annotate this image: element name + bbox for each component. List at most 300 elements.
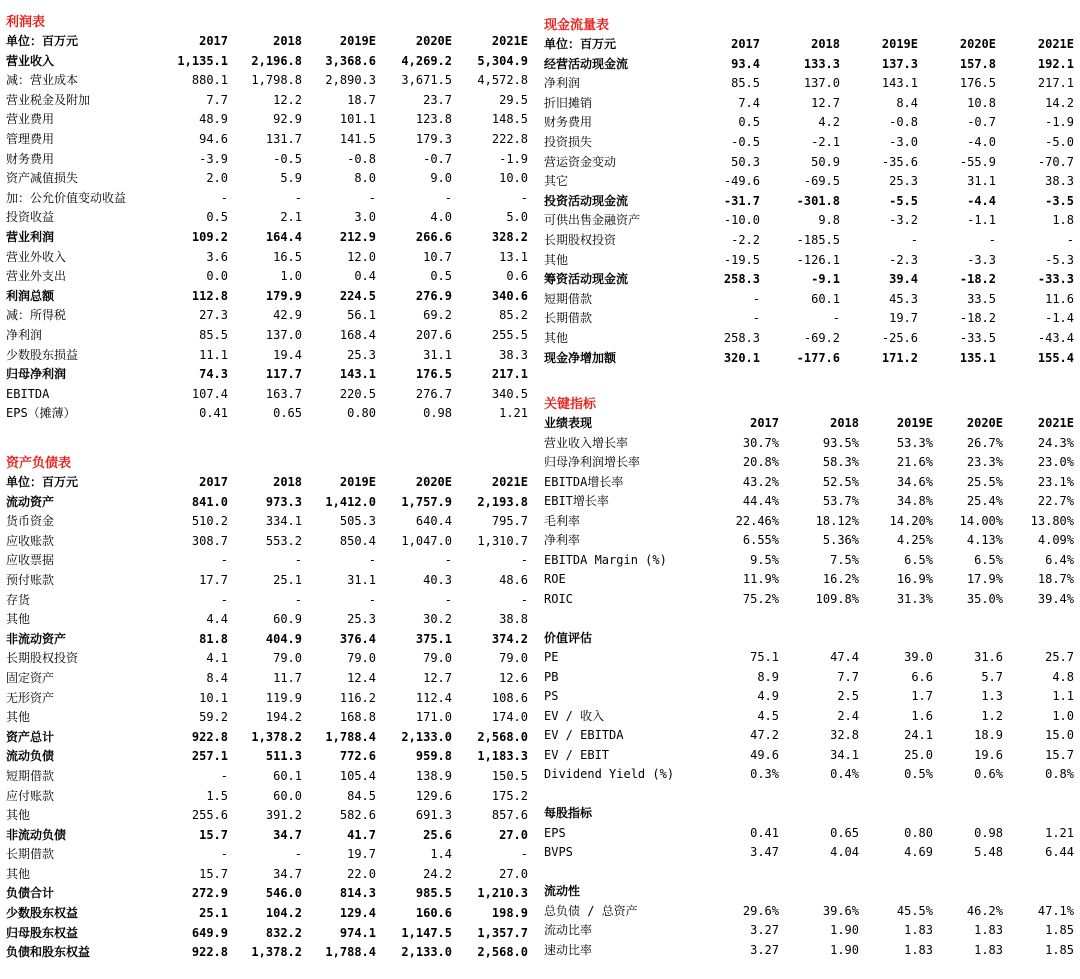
row-value: -2.2	[731, 232, 760, 247]
row-value: 640.4	[415, 514, 452, 529]
year-header: 2020E	[959, 37, 996, 51]
row-value: 112.8	[191, 288, 228, 303]
row-label: 预付账款	[6, 572, 55, 587]
row-label: EPS（摊薄）	[6, 406, 76, 421]
row-value: 12.0	[347, 249, 376, 264]
row-value: 38.3	[1045, 174, 1074, 189]
row-value: 12.7	[811, 95, 840, 110]
table-row	[6, 228, 528, 248]
row-value: 79.0	[423, 651, 452, 666]
row-value: 220.5	[339, 386, 376, 401]
row-value: 857.6	[491, 808, 528, 823]
row-value: 0.98	[974, 825, 1003, 840]
row-value: -0.7	[967, 115, 996, 130]
row-value: -	[520, 553, 528, 568]
row-label: 无形资产	[6, 690, 55, 705]
table-row	[6, 110, 528, 130]
table-row	[544, 590, 1074, 610]
row-value: 85.5	[199, 327, 228, 342]
row-value: 5,304.9	[477, 53, 528, 68]
row-value: 163.7	[265, 386, 302, 401]
row-value: 171.0	[415, 710, 452, 725]
table-row	[544, 746, 1074, 766]
row-value: 143.1	[881, 76, 918, 91]
row-value: 2,196.8	[251, 53, 302, 68]
row-value: 16.2%	[822, 572, 859, 586]
row-value: 52.5%	[822, 474, 859, 489]
row-label: 营业税金及附加	[6, 92, 91, 107]
row-value: -33.3	[1037, 272, 1074, 287]
row-value: 276.9	[415, 288, 452, 303]
row-value: 59.2	[199, 710, 228, 725]
row-value: 276.7	[415, 386, 452, 401]
row-value: 2,890.3	[325, 73, 376, 88]
row-value: -4.4	[967, 193, 996, 208]
table-row	[544, 211, 1074, 231]
row-value: 25.3	[347, 347, 376, 362]
row-value: 9.5%	[750, 552, 779, 567]
row-label: 利润总额	[6, 288, 55, 303]
row-value: 17.7	[199, 572, 228, 587]
table-row	[6, 845, 528, 865]
row-value: 1,135.1	[177, 53, 228, 68]
row-value: 5.36%	[822, 533, 859, 547]
row-value: 12.2	[273, 92, 302, 107]
row-value: -31.7	[723, 193, 760, 208]
table-row	[544, 251, 1074, 271]
row-value: 85.5	[731, 76, 760, 91]
row-value: 1.21	[499, 406, 528, 421]
row-value: -1.1	[967, 213, 996, 228]
table-row	[6, 91, 528, 111]
row-value: -33.5	[959, 330, 996, 345]
row-value: 13.80%	[1030, 513, 1074, 528]
row-value	[694, 804, 779, 824]
row-value: 4.2	[818, 115, 840, 130]
row-value: 1.85	[1045, 923, 1074, 937]
row-value: 8.4	[206, 670, 228, 685]
year-header: 2021E	[491, 475, 528, 489]
row-value: 2.4	[837, 708, 859, 723]
row-value: 6.5%	[904, 552, 933, 567]
row-label: 净利率	[544, 533, 581, 547]
row-value: 29.5	[499, 92, 528, 107]
balance-sheet-table	[6, 473, 528, 963]
row-value: 133.3	[803, 56, 840, 71]
row-value: 129.6	[415, 788, 452, 803]
row-value: 15.7	[199, 866, 228, 881]
row-label	[544, 863, 694, 883]
row-value: 8.4	[896, 95, 918, 110]
row-value: 18.9	[974, 728, 1003, 742]
spacer-row	[544, 609, 1074, 629]
row-label: 业绩表现	[544, 416, 593, 430]
year-header: 2017	[199, 34, 228, 48]
balance-sheet-title: 资产负债表	[6, 456, 72, 471]
row-value: 334.1	[265, 514, 302, 529]
table-row	[544, 192, 1074, 212]
row-value: 0.98	[423, 406, 452, 421]
row-value: 25.7	[1045, 650, 1074, 664]
row-label: 营业费用	[6, 112, 55, 127]
table-row	[544, 551, 1074, 571]
row-value: 10.7	[423, 249, 452, 264]
row-value: 11.6	[1045, 291, 1074, 306]
row-label: 其他	[544, 252, 569, 267]
row-value: -0.5	[731, 134, 760, 149]
row-value: 164.4	[265, 229, 302, 244]
row-value	[859, 785, 933, 805]
row-value: 174.0	[491, 710, 528, 725]
row-value: 41.7	[347, 827, 376, 842]
table-row	[6, 404, 528, 424]
row-value: 2017	[750, 416, 779, 430]
row-label: 毛利率	[544, 513, 581, 528]
table-row	[544, 453, 1074, 473]
row-value: 31.1	[967, 174, 996, 189]
row-value	[859, 882, 933, 902]
row-label: BVPS	[544, 845, 573, 859]
row-value: 150.5	[491, 768, 528, 783]
row-value: 93.5%	[822, 435, 859, 450]
table-row	[6, 551, 528, 571]
row-value: 340.5	[491, 386, 528, 401]
row-value: 7.7	[837, 669, 859, 684]
row-value	[694, 882, 779, 902]
year-header: 2021E	[491, 34, 528, 48]
row-value: -35.6	[881, 154, 918, 169]
row-value: 75.1	[750, 650, 779, 664]
table-row	[6, 532, 528, 552]
row-value: 4.04	[830, 845, 859, 859]
table-row	[544, 902, 1074, 922]
row-value: -	[220, 553, 228, 568]
row-value: 43.2%	[742, 474, 779, 489]
row-value: 272.9	[191, 886, 228, 901]
row-value: 2,568.0	[477, 945, 528, 960]
row-label: ROIC	[544, 591, 573, 606]
row-value: 328.2	[491, 229, 528, 244]
table-row	[544, 153, 1074, 173]
row-value: 1,788.4	[325, 729, 376, 744]
row-value: 53.7%	[822, 494, 859, 508]
row-label: 应收账款	[6, 533, 55, 548]
row-value: -	[520, 847, 528, 862]
row-value: 31.1	[347, 572, 376, 587]
row-value	[694, 629, 779, 649]
income-statement-table	[6, 32, 528, 424]
row-value: 691.3	[415, 808, 452, 823]
row-label: 应收票据	[6, 553, 55, 568]
row-value: 841.0	[191, 494, 228, 509]
table-row	[544, 921, 1074, 941]
row-value: 25.1	[273, 572, 302, 587]
row-value: 1,798.8	[251, 73, 302, 88]
row-value	[933, 804, 1003, 824]
row-label: 经营活动现金流	[544, 56, 629, 71]
row-value: 38.3	[499, 347, 528, 362]
row-value: -	[220, 592, 228, 607]
row-value: 168.8	[339, 710, 376, 725]
row-value: 0.6	[506, 269, 528, 284]
row-value: -	[294, 847, 302, 862]
row-value: 13.1	[499, 249, 528, 264]
row-value: 6.5%	[974, 552, 1003, 567]
row-value: 7.5%	[830, 552, 859, 567]
table-row	[6, 385, 528, 405]
row-value: 69.2	[423, 308, 452, 323]
row-value: 119.9	[265, 690, 302, 705]
row-value: 34.7	[273, 866, 302, 881]
row-value: 93.4	[731, 56, 760, 71]
row-value: 46.2%	[966, 903, 1003, 918]
row-label: 其它	[544, 174, 569, 189]
row-value: 94.6	[199, 131, 228, 146]
row-value	[779, 863, 859, 883]
row-value: 176.5	[959, 76, 996, 91]
cash-flow-panel	[544, 17, 1074, 368]
row-value: 1.21	[1045, 825, 1074, 840]
row-value: -177.6	[796, 350, 840, 365]
row-value: 212.9	[339, 229, 376, 244]
row-value: 53.3%	[896, 435, 933, 450]
row-value: 137.0	[265, 327, 302, 342]
row-value: -	[520, 190, 528, 205]
row-label: Dividend Yield (%)	[544, 767, 675, 781]
row-value: 39.6%	[822, 903, 859, 918]
row-value: -1.9	[499, 151, 528, 166]
row-value	[933, 629, 1003, 649]
row-value: 18.12%	[815, 513, 859, 528]
row-value: 116.2	[339, 690, 376, 705]
row-label: 流动负债	[6, 749, 55, 764]
row-label: 总负债 / 总资产	[544, 903, 638, 918]
row-label: 长期借款	[6, 847, 55, 862]
row-label: EBITDA Margin (%)	[544, 552, 667, 567]
row-value: -9.1	[811, 272, 840, 287]
row-value: 26.7%	[966, 435, 1003, 450]
row-value: 1.5	[206, 788, 228, 803]
row-value	[859, 609, 933, 629]
row-value: 4.25%	[896, 533, 933, 547]
row-value: 18.7	[347, 92, 376, 107]
row-value: -	[220, 768, 228, 783]
row-value: 27.3	[199, 308, 228, 323]
row-label: 短期借款	[6, 768, 55, 783]
row-value: -	[444, 190, 452, 205]
row-label: 负债合计	[6, 886, 55, 901]
row-value: 16.9%	[896, 572, 933, 586]
row-value: 129.4	[339, 906, 376, 921]
row-label: 投资损失	[544, 134, 593, 149]
row-value: -5.0	[1045, 134, 1074, 149]
row-label: 长期股权投资	[544, 232, 617, 247]
row-label: EPS	[544, 825, 566, 840]
row-value: 40.3	[423, 572, 452, 587]
row-label: EV / 收入	[544, 708, 605, 723]
table-row	[6, 512, 528, 532]
row-value: 6.44	[1045, 845, 1074, 859]
row-label: 流动性	[544, 884, 581, 898]
row-value: 1,147.5	[401, 925, 452, 940]
row-value: 9.8	[818, 213, 840, 228]
row-value: 29.6%	[742, 903, 779, 918]
row-value: 22.7%	[1037, 494, 1074, 508]
row-value: 1,183.3	[477, 749, 528, 764]
row-value: 582.6	[339, 808, 376, 823]
row-value: 9.0	[430, 171, 452, 186]
row-value: 207.6	[415, 327, 452, 342]
table-row	[6, 493, 528, 513]
table-row	[6, 904, 528, 924]
row-value	[1003, 882, 1074, 902]
row-value: 2019E	[896, 416, 933, 430]
row-value: 11.9%	[742, 572, 779, 586]
row-value: 1.0	[280, 269, 302, 284]
row-value: 34.1	[830, 747, 859, 762]
row-value: -	[752, 311, 760, 326]
row-value: 198.9	[491, 906, 528, 921]
row-label: 少数股东权益	[6, 906, 79, 921]
row-value: 974.1	[339, 925, 376, 940]
income-statement-panel	[6, 14, 528, 424]
row-value: 1,357.7	[477, 925, 528, 940]
table-row	[544, 270, 1074, 290]
row-value: 0.41	[750, 825, 779, 840]
header-row	[6, 473, 528, 493]
row-label: 固定资产	[6, 670, 55, 685]
row-label: 归母净利润	[6, 367, 67, 382]
row-value: 5.48	[974, 845, 1003, 859]
row-value: 4.5	[757, 708, 779, 723]
row-value: -10.0	[723, 213, 760, 228]
row-value: -0.5	[273, 151, 302, 166]
row-value: 47.4	[830, 650, 859, 664]
row-label: 折旧摊销	[544, 95, 593, 110]
row-value: 1,210.3	[477, 886, 528, 901]
row-value	[859, 629, 933, 649]
row-value: 168.4	[339, 327, 376, 342]
row-value: 20.8%	[742, 455, 779, 469]
row-label: 减：所得税	[6, 308, 67, 323]
row-value: 308.7	[191, 533, 228, 548]
row-value: 10.1	[199, 690, 228, 705]
row-value: 4.8	[1052, 669, 1074, 684]
row-value	[779, 804, 859, 824]
row-value: 157.8	[959, 56, 996, 71]
row-value: -126.1	[796, 252, 840, 267]
row-label: 负债和股东权益	[6, 945, 91, 960]
row-value: 104.2	[265, 906, 302, 921]
row-label: 非流动负债	[6, 827, 67, 842]
table-row	[6, 708, 528, 728]
unit-label: 单位：百万元	[544, 37, 617, 51]
row-value: -2.1	[811, 134, 840, 149]
row-value: 22.0	[347, 866, 376, 881]
row-value: 1.83	[904, 942, 933, 957]
row-value: 1,788.4	[325, 945, 376, 960]
row-value: -70.7	[1037, 154, 1074, 169]
table-row	[6, 826, 528, 846]
table-row	[6, 649, 528, 669]
table-row	[544, 492, 1074, 512]
row-value	[1003, 863, 1074, 883]
row-value: 92.9	[273, 112, 302, 127]
spacer-row	[544, 863, 1074, 883]
row-value: 25.3	[889, 174, 918, 189]
row-value: 553.2	[265, 533, 302, 548]
row-value: 79.0	[499, 651, 528, 666]
row-label	[544, 785, 694, 805]
table-row	[544, 231, 1074, 251]
row-value: 14.2	[1045, 95, 1074, 110]
unit-label: 单位：百万元	[6, 34, 79, 48]
row-label: 资产减值损失	[6, 171, 79, 186]
row-value: -	[444, 592, 452, 607]
table-row	[544, 349, 1074, 369]
row-value: 2018	[830, 416, 859, 430]
row-value	[933, 609, 1003, 629]
row-label: 可供出售金融资产	[544, 213, 641, 228]
table-row	[6, 52, 528, 72]
year-header: 2021E	[1037, 37, 1074, 51]
row-value: -	[294, 553, 302, 568]
row-value: 31.1	[423, 347, 452, 362]
row-value: 19.7	[347, 847, 376, 862]
spacer-row	[544, 785, 1074, 805]
table-row	[544, 55, 1074, 75]
row-value: -	[220, 190, 228, 205]
row-value: -0.8	[889, 115, 918, 130]
table-row	[544, 74, 1074, 94]
row-value: -	[368, 592, 376, 607]
table-row	[544, 473, 1074, 493]
row-value: 2.0	[206, 171, 228, 186]
row-value: 15.7	[1045, 747, 1074, 762]
row-value: 117.7	[265, 367, 302, 382]
row-value	[933, 863, 1003, 883]
row-value: 3.27	[750, 942, 779, 957]
row-value: 1.6	[911, 708, 933, 723]
row-value: 0.5%	[904, 767, 933, 781]
row-value: 101.1	[339, 112, 376, 127]
row-value: 4.0	[430, 210, 452, 225]
row-value: 60.0	[273, 788, 302, 803]
table-row	[6, 571, 528, 591]
row-value: -	[752, 291, 760, 306]
row-value: 48.6	[499, 572, 528, 587]
row-value: 25.3	[347, 612, 376, 627]
row-value: 3.0	[354, 210, 376, 225]
row-value: -5.3	[1045, 252, 1074, 267]
table-row	[6, 189, 528, 209]
row-label: 净利润	[544, 76, 581, 91]
table-row	[544, 512, 1074, 532]
table-row	[544, 648, 1074, 668]
year-header: 2018	[273, 34, 302, 48]
row-value: 959.8	[415, 749, 452, 764]
row-value: 0.4%	[830, 767, 859, 781]
row-value: 1.7	[911, 689, 933, 703]
row-value: 48.9	[199, 112, 228, 127]
row-label: 营运资金变动	[544, 154, 617, 169]
row-value: -1.4	[1045, 311, 1074, 326]
row-label: 现金净增加额	[544, 350, 617, 365]
table-row	[6, 169, 528, 189]
row-value	[933, 882, 1003, 902]
row-value: 38.8	[499, 612, 528, 627]
row-value: 1.8	[1052, 213, 1074, 228]
